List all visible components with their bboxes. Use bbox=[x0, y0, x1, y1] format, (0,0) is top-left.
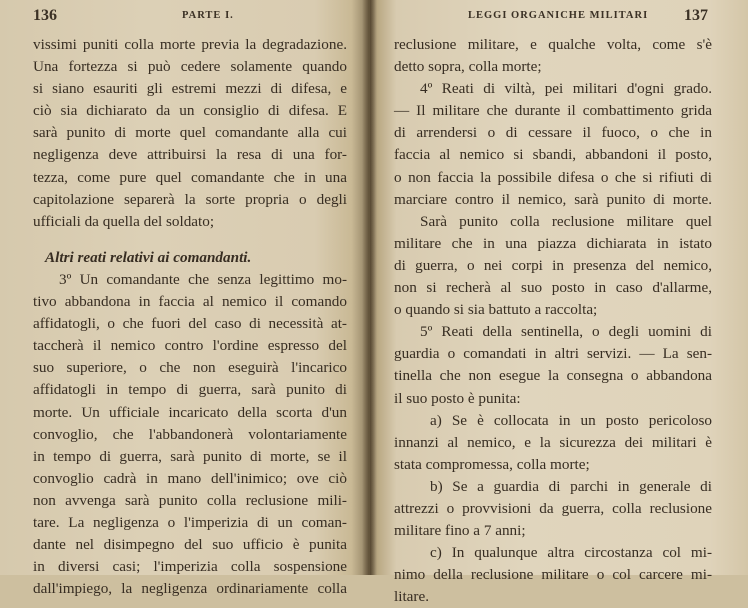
text-line: sarà punito di morte quel comandante alla cui bbox=[33, 124, 347, 142]
text-line: ufficiali da quella del soldato; bbox=[33, 212, 215, 230]
section-heading: Altri reati relativi ai comandanti. bbox=[45, 248, 252, 266]
text-line: dante nel disimpegno del suo ufficio è punita bbox=[33, 536, 347, 554]
left-page bbox=[0, 0, 370, 598]
text-line: morte. Un ufficiale incaricato della scorta d'un bbox=[33, 403, 347, 421]
text-line: in tempo di guerra, sarà punito di morte, se il bbox=[33, 447, 347, 465]
text-line: convoglio cadrà in mano dell'inimico; ove ciò bbox=[33, 469, 347, 487]
text-line: tivo abbandona in faccia al nemico il comando bbox=[33, 293, 347, 311]
left-running-head: PARTE I. bbox=[182, 10, 234, 21]
text-line: affidatogli, o che fuori del caso di necessità at- bbox=[33, 315, 347, 333]
text-line: ciò sia dichiarato da un consiglio di difesa. E bbox=[33, 102, 347, 120]
text-line: Una fortezza si può cedere solamente quando bbox=[33, 58, 347, 76]
text-line: faccia al nemico si sbandi, abbandoni il posto, bbox=[394, 146, 712, 164]
left-page-number bbox=[33, 7, 57, 27]
right-page-body bbox=[394, 34, 712, 608]
text-line: b) Se a guardia di parchi in generale di bbox=[430, 477, 712, 495]
text-line: vissimi puniti colla morte previa la degradazione. bbox=[33, 36, 347, 53]
text-line: capitolazione separerà la sorte propria o degli bbox=[33, 190, 347, 208]
text-line: reclusione militare, e qualche volta, come s'è bbox=[394, 36, 712, 53]
page-number-136: 136 bbox=[33, 7, 57, 24]
left-page-body bbox=[33, 34, 347, 600]
text-line: convoglio, che l'abbandonerà volontariamente bbox=[33, 425, 347, 443]
text-line: innanzi al nemico, e la sicurezza dei militari è bbox=[394, 433, 712, 451]
text-line: negligenza deve attribuirsi la resa di una for- bbox=[33, 146, 347, 164]
text-line: Sarà punito colla reclusione militare quel bbox=[420, 212, 712, 230]
text-line: marciare contro il nemico, sarà punito di morte. bbox=[394, 190, 712, 208]
text-line: tinella che non esegue la consegna o abbandona bbox=[394, 367, 712, 385]
text-line: non si recherà al suo posto in caso d'allarme, bbox=[394, 279, 712, 297]
text-line: 3º Un comandante che senza legittimo mo- bbox=[59, 270, 347, 288]
text-line: si siano esauriti gli estremi mezzi di difesa, e bbox=[33, 80, 347, 98]
text-line: 5º Reati della sentinella, o degli uomini di bbox=[420, 323, 712, 341]
text-line: in diversi casi; l'imperizia colla sospensione bbox=[33, 558, 347, 576]
text-line: di guerra, o nei corpi in presenza del nemico, bbox=[394, 256, 712, 274]
text-line: taccherà il nemico contro l'ordine espresso del bbox=[33, 337, 347, 355]
text-line: — Il militare che durante il combattimento grida bbox=[394, 102, 712, 120]
text-line: nimo della reclusione militare o col carcere mi- bbox=[394, 566, 712, 584]
text-line: militare che in una piazza dichiarata in istato bbox=[394, 234, 712, 252]
text-line: non avvenga sarà punito colla reclusione mili- bbox=[33, 491, 347, 509]
text-line: suo superiore, o che non eseguirà l'incarico bbox=[33, 359, 347, 377]
text-line: militare fino a 7 anni; bbox=[394, 522, 526, 540]
text-line: litare. bbox=[394, 588, 429, 606]
right-page-number bbox=[684, 7, 708, 27]
text-line: o quando si sia battuto a raccolta; bbox=[394, 301, 598, 319]
text-line: il suo posto è punita: bbox=[394, 389, 521, 407]
text-line: tare. La negligenza o l'imperizia di un coman- bbox=[33, 513, 347, 531]
text-line: affidatogli in tempo di guerra, sarà punito di bbox=[33, 381, 347, 399]
text-line: attrezzi o provvisioni da guerra, colla reclusione bbox=[394, 499, 712, 517]
page-number-137: 137 bbox=[684, 7, 708, 24]
right-running-head: LEGGI ORGANICHE MILITARI bbox=[468, 10, 649, 21]
paragraph-gap bbox=[33, 233, 347, 247]
book-spine-shadow bbox=[362, 0, 376, 575]
text-line: tezza, come pure quel comandante che in una bbox=[33, 168, 347, 186]
text-line: 4º Reati di viltà, pei militari d'ogni grado. bbox=[420, 80, 712, 98]
text-line: guardia o comandati in altri servizi. — La sen- bbox=[394, 345, 712, 363]
text-line: c) In qualunque altra circostanza col mi- bbox=[430, 544, 712, 562]
text-line: di arrendersi o di cessare il fuoco, o che in bbox=[394, 124, 712, 142]
right-page bbox=[370, 0, 748, 606]
text-line: o non faccia la possibile difesa o che si rifiuti di bbox=[394, 168, 712, 186]
text-line: a) Se è collocata in un posto pericoloso bbox=[430, 411, 712, 429]
text-line: stata compromessa, colla morte; bbox=[394, 455, 590, 473]
text-line: dall'impiego, la negligenza ordinariamente colla bbox=[33, 580, 347, 598]
text-line: detto sopra, colla morte; bbox=[394, 58, 542, 76]
